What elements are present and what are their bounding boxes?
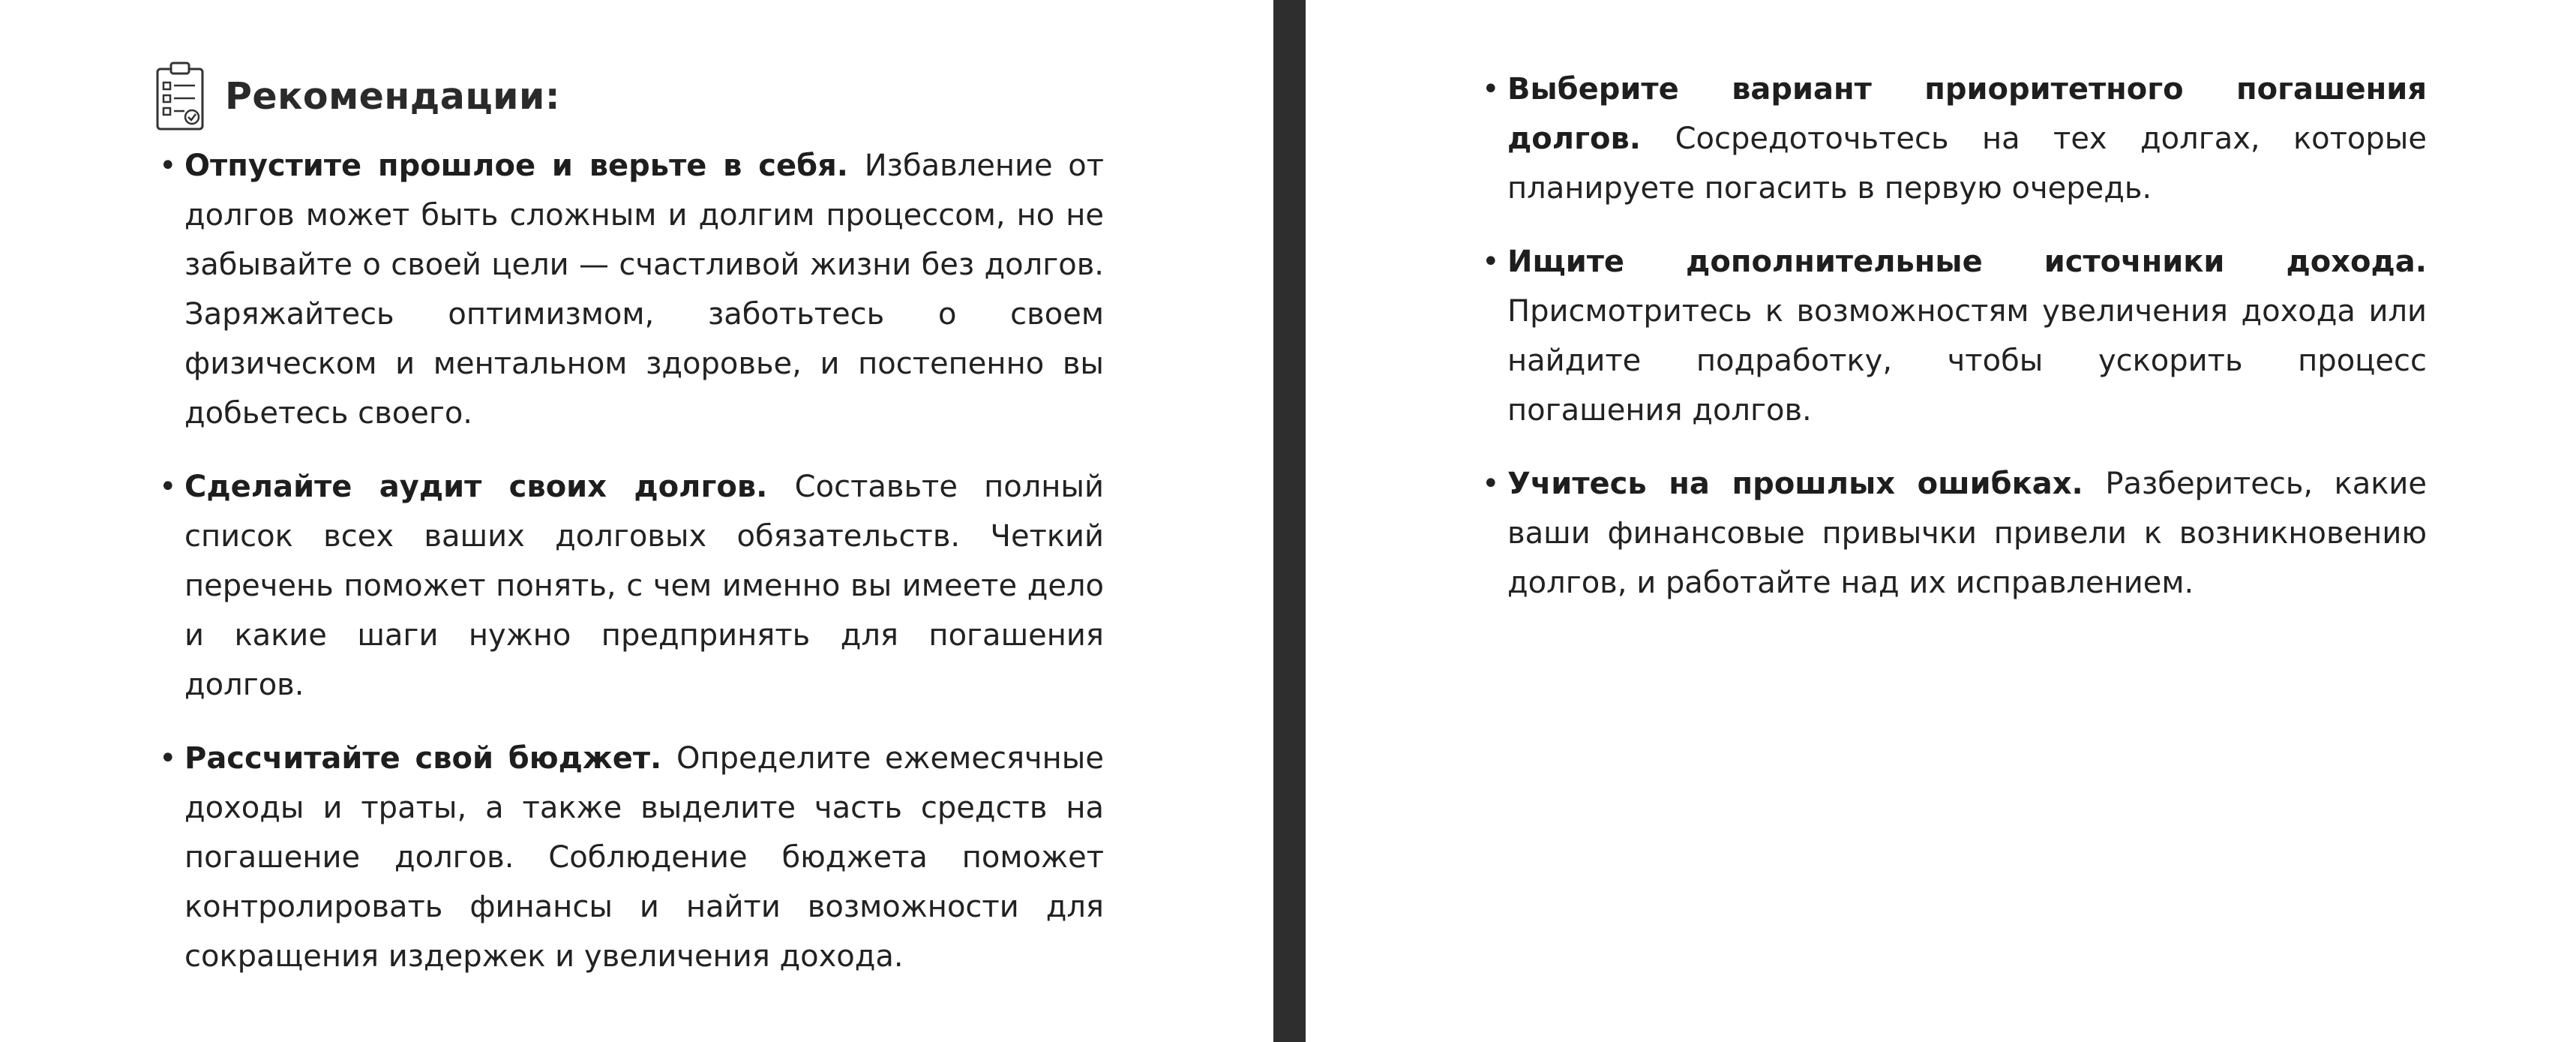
left-page — [0, 0, 1273, 1042]
page-title: Рекомендации: — [225, 74, 560, 118]
item-lead: Отпустите прошлое и верьте в себя. — [184, 149, 865, 183]
item-text: Составьте полный список всех ваших долговых обязательств. Четкий перечень поможет понять, с чем именно вы имеете дело и какие шаги нужно предпринять для погашения долгов. — [184, 470, 1104, 702]
bullet-icon: • — [1482, 245, 1500, 279]
bullet-icon: • — [159, 741, 177, 776]
list-item — [159, 734, 1104, 981]
page-divider — [1273, 0, 1306, 1042]
right-page — [1306, 0, 2576, 1042]
bullet-icon: • — [1482, 467, 1500, 501]
recommendations-heading — [154, 59, 560, 134]
item-text: Разберитесь, какие ваши финансовые привычки привели к возникновению долгов, и работайте над их исправлением. — [1507, 467, 2427, 600]
item-lead: Сделайте аудит своих долгов. — [184, 470, 795, 504]
item-text: Определите ежемесячные доходы и траты, а также выделите часть средств на погашение долгов. Соблюдение бюджета поможет контролировать финансы и найти возможности для сокращения издержек и увеличения дохода. — [184, 741, 1104, 974]
item-lead: Рассчитайте свой бюджет. — [184, 741, 676, 776]
list-item — [159, 462, 1104, 710]
bullet-icon: • — [159, 149, 177, 183]
list-item — [1482, 237, 2427, 435]
bullet-icon: • — [159, 470, 177, 504]
item-lead: Выберите вариант приоритетного погашения долгов. — [1507, 72, 2427, 156]
bullet-icon: • — [1482, 72, 1500, 107]
item-lead: Учитесь на прошлых ошибках. — [1507, 467, 2106, 501]
item-text: Присмотритесь к возможностям увеличения дохода или найдите подработку, чтобы ускорить процесс погашения долгов. — [1507, 294, 2427, 428]
list-item — [1482, 65, 2427, 213]
item-text: Избавление от долгов может быть сложным и долгим процессом, но не забывайте о своей цели — счастливой жизни без долгов. Заряжайтесь оптимизмом, заботьтесь о своем физическом и ментальном здоровье, и постепенно вы добьетесь своего. — [184, 149, 1104, 431]
recommendations-list-left — [159, 141, 1104, 1005]
checklist-clipboard-icon — [154, 60, 205, 132]
list-item — [1482, 459, 2427, 608]
item-lead: Ищите дополнительные источники дохода. — [1507, 245, 2427, 279]
list-item — [159, 141, 1104, 438]
item-text: Сосредоточьтесь на тех долгах, которые планируете погасить в первую очередь. — [1507, 122, 2427, 206]
recommendations-list-right — [1482, 65, 2427, 632]
